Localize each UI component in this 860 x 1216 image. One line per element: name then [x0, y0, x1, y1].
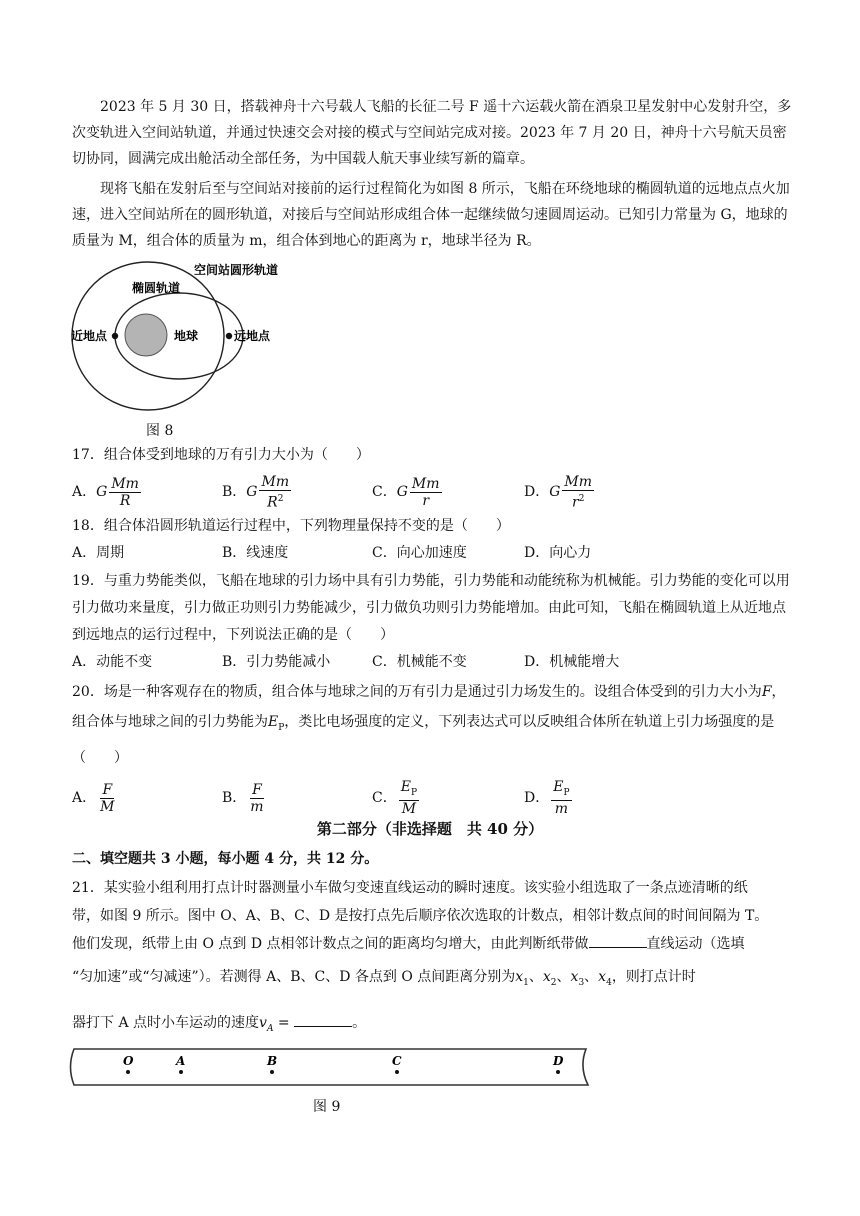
- q17-option-c[interactable]: C．G $\frac{Mm}{r}$: [372, 475, 440, 509]
- q19-option-d[interactable]: D．机械能增大: [524, 654, 620, 670]
- intro-paragraph-2: 现将飞船在发射后至与空间站对接前的运行过程简化为如图 8 所示，飞船在环绕地球的椭圆轨道的远地点点火加速，进入空间站所在的圆形轨道，对接后与空间站形成组合体一起继续做匀速圆周运动。已知引力常量为 G，地球的质量为 M，组合体的质量为 m，组合体到地心的距离为 r，地球半径为 R。: [72, 181, 790, 249]
- label-perigee: 近地点: [71, 329, 108, 343]
- intro-paragraph-1: 2023 年 5 月 30 日，搭载神舟十六号载人飞船的长征二号 F 遥十六运载火箭在酒泉卫星发射中心发射升空，多次变轨进入空间站轨道，并通过快速交会对接的模式与空间站完成对接。2023 年 7 月 20 日，神舟十六号航天员密切协同，圆满完成出舱活动全部任务，为中国载人航天事业续写新的篇章。: [72, 99, 792, 167]
- q17-option-b[interactable]: B．G $\frac{Mm}{R^2}$: [222, 473, 290, 511]
- answer-blank-2[interactable]: [294, 1012, 352, 1027]
- tape-point-label-o: O: [123, 1054, 134, 1068]
- fraction: $\frac{Mm}{R^2}$: [261, 473, 290, 511]
- q18-option-c[interactable]: C．向心加速度: [372, 545, 467, 561]
- fraction: $\frac{Mm}{r^2}$: [564, 473, 593, 511]
- q21-line-2: 带，如图 9 所示。图中 O、A、B、C、D 是按打点先后顺序依次选取的计数点，相邻计数点间的时间间隔为 T。: [72, 908, 769, 924]
- q19-option-a[interactable]: A．动能不变: [72, 654, 153, 670]
- q21-line-4: “匀加速”或“匀减速”）。若测得 A、B、C、D 各点到 O 点间距离分别为$x_1$、$x_2$、$x_3$、$x_4$，则打点计时: [72, 969, 696, 988]
- tape-point-label-d: D: [553, 1054, 564, 1068]
- tape-point-label-b: B: [267, 1054, 278, 1068]
- q20-option-c[interactable]: C． $\frac{E_P}{M}$: [372, 778, 418, 818]
- orbit-diagram: [68, 258, 288, 418]
- tape-point-dot-b: [270, 1070, 274, 1074]
- q20-option-a[interactable]: A． $\frac{F}{M}$: [72, 781, 115, 815]
- fraction: $\frac{F}{M}$: [100, 781, 115, 815]
- label-circle-orbit: 空间站圆形轨道: [194, 263, 279, 277]
- tape-point-dot-o: [126, 1070, 130, 1074]
- q19-options: [72, 649, 792, 675]
- tape-point-dot-d: [556, 1070, 560, 1074]
- figure9-caption: 图 9: [313, 1099, 341, 1115]
- q17-stem: 17．组合体受到地球的万有引力大小为（ ）: [72, 447, 370, 463]
- part2-title: 第二部分（非选择题 共 40 分）: [316, 820, 544, 838]
- q20-option-d[interactable]: D． $\frac{E_P}{m}$: [524, 778, 570, 818]
- apogee-dot: [226, 333, 232, 339]
- section-heading: 二、填空题共 3 小题，每小题 4 分，共 12 分。: [72, 851, 379, 867]
- tape-outline: [71, 1049, 589, 1085]
- q17-option-d[interactable]: D．G $\frac{Mm}{r^2}$: [524, 473, 593, 511]
- q18-stem: 18．组合体沿圆形轨道运行过程中，下列物理量保持不变的是（ ）: [72, 518, 510, 534]
- q18-options: [72, 540, 792, 566]
- label-ellipse-orbit: 椭圆轨道: [132, 281, 181, 295]
- q18-option-a[interactable]: A．周期: [72, 545, 125, 561]
- q21-line-5: 器打下 A 点时小车运动的速度$v_A$ = 。: [72, 1008, 792, 1044]
- q20-option-b[interactable]: B． $\frac{F}{m}$: [222, 781, 264, 815]
- tape-point-dot-a: [179, 1070, 183, 1074]
- label-apogee: 远地点: [234, 329, 271, 343]
- q21-line-1: 21．某实验小组利用打点计时器测量小车做匀变速直线运动的瞬时速度。该实验小组选取了一条点迹清晰的纸: [72, 880, 748, 896]
- tape-point-label-a: A: [176, 1054, 186, 1068]
- q17-options: [72, 472, 792, 512]
- fraction: $\frac{F}{m}$: [250, 781, 264, 815]
- earth-circle: [125, 314, 167, 356]
- q17-option-a[interactable]: A．G $\frac{Mm}{R}$: [72, 475, 139, 509]
- q18-option-d[interactable]: D．向心力: [524, 545, 592, 561]
- q19-option-b[interactable]: B．引力势能减小: [222, 654, 331, 670]
- q18-option-b[interactable]: B．线速度: [222, 545, 289, 561]
- label-earth: 地球: [174, 329, 199, 343]
- q20-options: [72, 776, 792, 820]
- tape-point-dot-c: [395, 1070, 399, 1074]
- q19-stem: 19．与重力势能类似，飞船在地球的引力场中具有引力势能，引力势能和动能统称为机械能。引力势能的变化可以用引力做功来量度，引力做正功则引力势能减少，引力做负功则引力势能增加。由此可知，飞船在椭圆轨道上从近地点到远地点的运行过程中，下列说法正确的是（ ）: [72, 573, 790, 643]
- fraction: $\frac{Mm}{R}$: [111, 475, 139, 509]
- q21-line-3: 他们发现，纸带上由 O 点到 D 点相邻计数点之间的距离均匀增大，由此判断纸带做 直线运动（选填: [72, 930, 792, 958]
- fraction: $\frac{E_P}{m}$: [553, 778, 570, 818]
- perigee-dot: [112, 333, 118, 339]
- fraction: $\frac{E_P}{M}$: [400, 778, 418, 818]
- q19-option-c[interactable]: C．机械能不变: [372, 654, 467, 670]
- q20-stem: 20．场是一种客观存在的物质，组合体与地球之间的万有引力是通过引力场发生的。设组合体受到的引力大小为F，组合体与地球之间的引力势能为$E_P$，类比电场强度的定义，下列表达式可以反映组合体所在轨道上引力场强度的是（ ）: [72, 684, 786, 766]
- figure8-caption: 图 8: [146, 423, 174, 439]
- paper-tape-diagram: [66, 1044, 596, 1092]
- answer-blank-1[interactable]: [589, 933, 647, 948]
- fraction: $\frac{Mm}{r}$: [411, 475, 440, 509]
- tape-point-label-c: C: [392, 1054, 402, 1068]
